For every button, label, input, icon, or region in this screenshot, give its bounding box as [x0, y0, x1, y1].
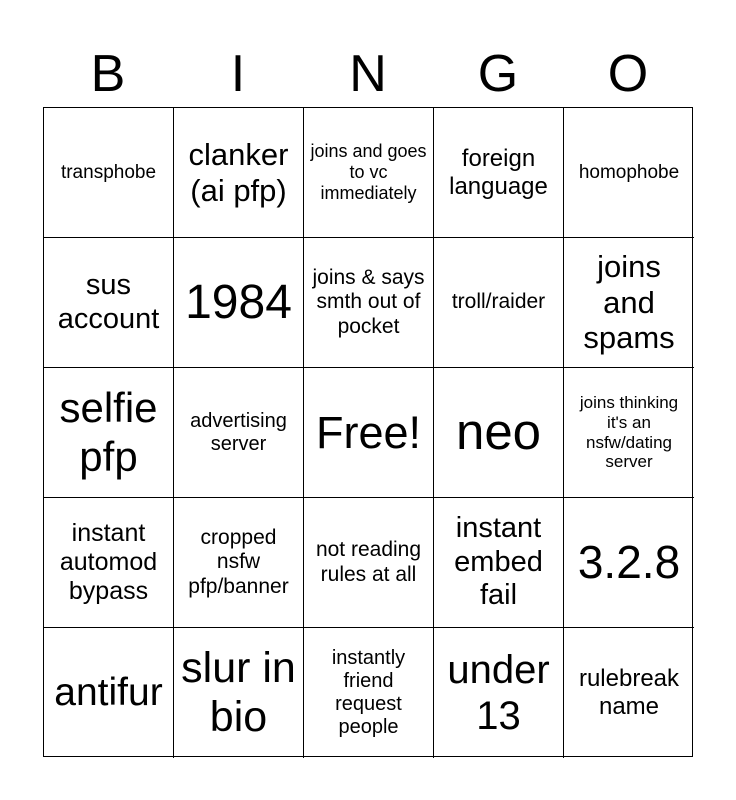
bingo-cell[interactable]	[304, 108, 434, 238]
bingo-cell[interactable]	[44, 628, 174, 758]
bingo-cell[interactable]	[304, 628, 434, 758]
bingo-cell-label: rulebreak name	[578, 665, 680, 720]
bingo-cell-label: Free!	[315, 406, 422, 458]
bingo-cell[interactable]	[174, 238, 304, 368]
bingo-cell[interactable]	[434, 238, 564, 368]
bingo-cell-label: sus account	[57, 269, 160, 335]
bingo-cell-label: homophobe	[578, 161, 680, 183]
bingo-cell-label: antifur	[54, 670, 163, 714]
bingo-cell-label: joins thinking it's an nsfw/dating server	[579, 393, 679, 472]
bingo-cell[interactable]	[304, 368, 434, 498]
bingo-cell[interactable]	[304, 498, 434, 628]
bingo-cell[interactable]	[44, 368, 174, 498]
bingo-cell[interactable]	[434, 498, 564, 628]
header-letter-b: B	[90, 45, 126, 103]
bingo-cell-label: under 13	[447, 648, 550, 738]
header-letter-i: I	[230, 45, 246, 103]
bingo-cell-label: joins and goes to vc immediately	[310, 141, 427, 203]
bingo-cell-label: instantly friend request people	[331, 647, 406, 738]
bingo-cell[interactable]	[434, 108, 564, 238]
bingo-cell[interactable]	[44, 108, 174, 238]
bingo-cell[interactable]	[304, 238, 434, 368]
bingo-cell-label: 1984	[185, 275, 292, 329]
bingo-cell-label: troll/raider	[451, 290, 546, 314]
bingo-cell-label: selfie pfp	[59, 384, 158, 480]
bingo-cell-label: instant embed fail	[454, 512, 543, 612]
bingo-cell[interactable]	[564, 108, 694, 238]
bingo-cell[interactable]	[44, 498, 174, 628]
bingo-cell[interactable]	[564, 238, 694, 368]
bingo-header	[43, 44, 693, 104]
bingo-board	[43, 107, 693, 757]
bingo-cell[interactable]	[174, 628, 304, 758]
bingo-cell[interactable]	[434, 368, 564, 498]
bingo-cell-label: slur in bio	[181, 643, 296, 741]
header-letter-o: O	[607, 45, 649, 103]
bingo-cell-label: transphobe	[60, 161, 157, 183]
bingo-cell[interactable]	[564, 628, 694, 758]
bingo-cell[interactable]	[174, 498, 304, 628]
bingo-cell-label: instant automod bypass	[59, 519, 158, 605]
bingo-cell[interactable]	[564, 368, 694, 498]
bingo-cell-label: joins & says smth out of pocket	[312, 266, 425, 338]
bingo-cell[interactable]	[434, 628, 564, 758]
bingo-cell[interactable]	[174, 368, 304, 498]
bingo-cell-label: 3.2.8	[577, 536, 681, 589]
bingo-cell-label: not reading rules at all	[315, 538, 422, 586]
bingo-cell[interactable]	[564, 498, 694, 628]
bingo-cell-label: clanker (ai pfp)	[188, 136, 289, 208]
bingo-cell-label: joins and spams	[583, 249, 675, 356]
bingo-cell[interactable]	[44, 238, 174, 368]
bingo-cell-label: neo	[455, 403, 542, 461]
header-letter-n: N	[349, 45, 387, 103]
bingo-cell-label: cropped nsfw pfp/banner	[188, 526, 289, 598]
bingo-cell-label: foreign language	[449, 144, 548, 200]
bingo-cell[interactable]	[174, 108, 304, 238]
bingo-cell-label: advertising server	[190, 409, 287, 455]
header-letter-g: G	[477, 45, 519, 103]
